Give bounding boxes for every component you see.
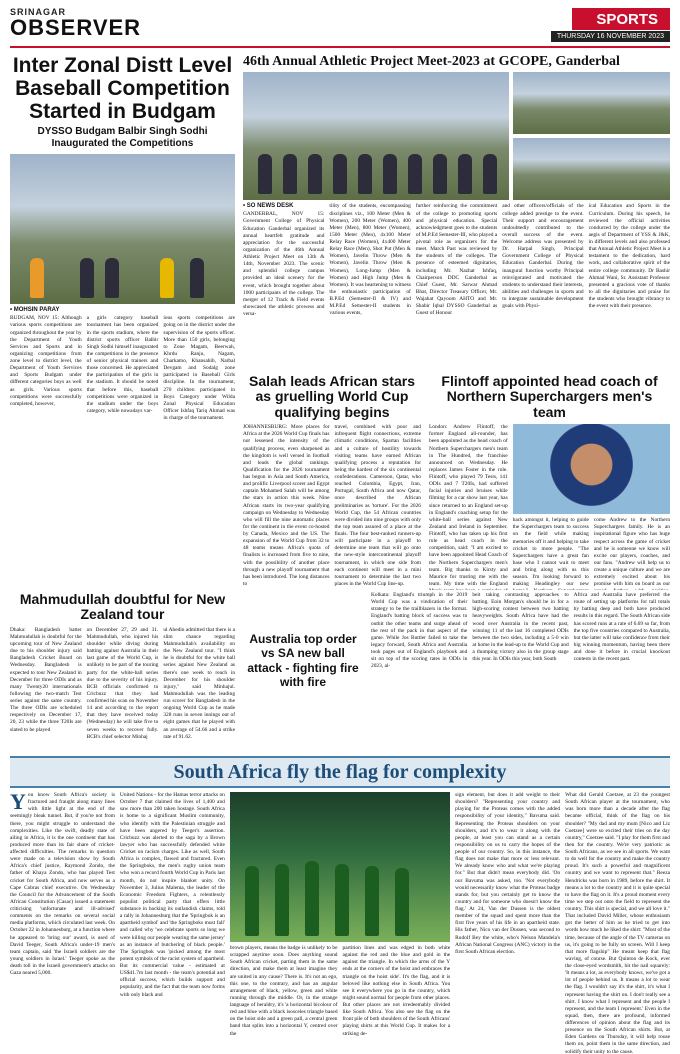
australia-headline-box xyxy=(243,592,363,752)
figure xyxy=(283,154,297,194)
southafrica-body-lower xyxy=(230,945,450,1038)
body-text: ou know South Africa's society is fractured and fraught along many lines with little light at the end of the seemingly bleak tunnel. But, if you're not from there, you might struggle to understand the complexities. Like the swift, deadly state of ailing in Africa, it is the one continent that has produced more than its fair share of cricket-affected difficulties. The remarks in question were made on a television show by South Africa's chief justice, Raymond Zondo, the father of Khaya Zondo, who has played Test cricket for South Africa, and now serves as a Cape Cobras chief executive. On Wednesday the Council for the Advancement of the South African Constitution (Casac) issued a statement criticising 'unfortunate and ill-advised' comments on the remarks on several social media platforms, which circulated last week. On October 22 in Johannesburg, at a function where he appeared to 'bring our' award, is used of David Teeger, South Africa's under-19 men's team captain, said 'the Israeli soldiers are the young soldiers in Israel.' Teeger spoke as the death toll in the Israeli government's attacks on Gaza neared 5,000. xyxy=(10,792,115,977)
southafrica-team-photo xyxy=(230,792,450,942)
body-column: United Nations - for the Hamas terror attacks on October 7 that claimed the lives of 1,400 and saw more than 200 taken hostage. South Africa is home to a significant Muslim community, who identify with the Palestinian struggle and have been angered by Teeger's assertion. Cricbuzz was alerted to the saga by a Brown lawyer who has successfully defended white Cricket on racism charges. Like as well, South Africa is complex, flawed and fractured. Even the Springboks, the men's rugby union team who won a record fourth World Cup in Paris last month, do not inspire blanket unity. On November 3, Julius Malema, the leader of the Economic Freedom Fighters, a relentlessly populist political party that offers little substance in backing its outlandish claims, told a rally in Johannesburg that the 'Springbok is an apartheid symbol' and 'the Springboks must fall' and called why 'we celebrate sports so long we were killing our people wearing the same jersey' as an instance of butchering of black people.' The Springbok was 'picked among the most potent symbols of the racist system of apartheid. But its commercial value - estimated at US$41.7m last month - the team's potential and official success, which builds support and popularity, and the fact that the team now forms with only black and xyxy=(119,792,225,998)
figure xyxy=(160,258,174,298)
figure xyxy=(245,866,259,936)
lower-row xyxy=(10,592,670,752)
middle-row xyxy=(10,374,670,590)
figure xyxy=(408,154,422,194)
brand-logo xyxy=(10,8,141,39)
baseball-kicker: DYSSO Budgam Balbir Singh Sodhi Inaugurated the Competitions xyxy=(37,126,208,150)
brand-big: OBSERVER xyxy=(10,15,142,40)
body-column: on December 27, 29 and 31. Mahmudullah, who injured his shoulder while diving during batting against Australia in their last game of the World Cup, is unlikely to be part of the touring party for the white-ball series due to the severity of his injury. BCB officials confirmed to Cricbuzz that they had confirmed his scan on November 14 and according to the report that they have received today (Wednesday) he will take five to seven weeks to recover fully. BCB's chief selector Minhaj xyxy=(86,626,159,740)
athletic-byline: • SO NEWS DESK xyxy=(243,203,294,210)
body-column: brown players, means the badge is unlikely to be scrapped anytime soon. Does anything sound South African cricket, parting them in the same direction, and make them at least imagine they are united in any cause? There is. It's not an ego, this one, to the contrary, and has an angular arrangement of black, yellow, green and white running through the middle. Or, in the strange language of heraldry, it's 'a horizontal bicolour of red and blue with a black isosceles triangle based on the hoist side and a green pall, a central green band that splits into a horizontal Y, centred over the xyxy=(229,945,338,1037)
southafrica-headline: South Africa fly the flag for complexity xyxy=(173,761,507,783)
body-column: and other officers/officials of the college added prestige to the event. Their support and encouragement undoubtedly contributed to the overall success of the event. Welcome address was presented by Dr. Harpal Singh, Principal Government College of Physical Education Ganderbal. During the inaugural function worthy Principal reinvigorated and motivated the students to understand their interests, abilities and challenges in sports and to integrate sustainable development goals with Physi- xyxy=(502,203,584,310)
body-column: tility of the students, encompassing disciplines viz., 100 Meter (Men & Women), 200 Meter (Women), 400 Meter (Men), 800 Meter (Women), 1500 Meter (Men), 4x100 Meter Relay Race (Women), 4x400 Meter Relay Race (Men), Shot Put (Men & Women), Javelin Throw (Men & Women), Javelin Throw (Men & Women), Long-Jump (Men & Women) and High Jump (Men & Women). It was heartening to witness the enthusiastic participation of B.P.Ed (Semester-II & IV) and M.P.Ed Semester-II students in various events, xyxy=(329,203,411,317)
mahmudullah-body xyxy=(10,627,235,741)
figure xyxy=(308,154,322,194)
athletic-group-photo xyxy=(243,72,509,200)
section-name: SPORTS xyxy=(572,8,670,30)
flintoff-body xyxy=(429,424,670,590)
figure xyxy=(258,154,272,194)
athletic-side-photos xyxy=(513,72,670,200)
body-column: further reinforcing the commitment of the college to promoting sports and physical education. Special acknowledgment goes to the students of M.P.Ed Semester-III, who played a pivotal role as organizers for the meet. March Past was reviewed by the students of the colleges. The presence of esteemed dignitaries, including Mr. Nazhat Ishfaq, Chairperson DDC Ganderbal as Chief Guest, Mr. Sarwar Ahmad Bhat, Director Treasury Officer, Mr. Wajahat Qayoom AHTO and Mr. Shabir Iqbal DYSSO Ganderbal as Guest of Honour xyxy=(415,203,498,317)
mahmudullah-headline: Mahmudullah doubtful for New Zealand tour xyxy=(19,592,226,623)
body-column: ul Abedin admitted that there is a slim chance regarding Mahmudullah's availability on the New Zealand tour. "I think he is doubtful for the white ball series against New Zealand as there's one week to reach in December for his shoulder injury," said Minhajul. Mahmudullah was the leading run scorer for Bangladesh in the ongoing World Cup as he made 328 runs in seven innings out of eight games that he played with an average of 54.66 and a strike rate of 91.62. xyxy=(163,626,235,740)
southafrica-middle xyxy=(230,792,450,1054)
salah-article xyxy=(243,374,421,590)
figure xyxy=(335,864,349,936)
figure xyxy=(358,154,372,194)
body-column: ical Education and Sports in the Curriculum. During his speech, he reviewed the official activities conducted by the college under the aegis of Department of YSS & J&K, in different levels and also professed that Annual Athletic Project Meet is a testament to the dedication, hard work, and collaborative spirit of the entire college community. Dr Bashir Ahmad Wani, Sr. Assistant Professor presented a gracious vote of thanks to all the dignitaries and praise for the students who brought vibrancy to the event with their presence. xyxy=(588,203,670,310)
baseball-headline: Inter Zonal Distt Level Baseball Competition Started in Budgam xyxy=(12,54,233,124)
baseball-photo xyxy=(10,154,235,304)
section-tab xyxy=(551,8,670,42)
figure xyxy=(433,154,447,194)
figure xyxy=(30,258,44,298)
flintoff-photo xyxy=(513,424,670,514)
athletic-headline: 46th Annual Athletic Project Meet-2023 at GCOPE, Ganderbal xyxy=(243,54,620,69)
body-column: ious sports competitions are going on in the district under the supervision of the sports officer. More than 150 girls, belonging to Zone Magam, Beerwah, Khrdu Ranju, Nagam, Charkamo, Khansahib, Narbal Devgam and Sodalg zone participated in Baseball Girls discipline. In the tournament, 270 children participated in Boys Category under Wilda Zonal Physical Education Officer Ishfaq Tariq Ahmad was in charge of the tournament. xyxy=(163,315,236,422)
southafrica-headline-band xyxy=(10,756,670,788)
brand-small: SRINAGAR xyxy=(10,7,67,17)
body-column xyxy=(10,792,115,1054)
body-column: partition lines and was edged in both white against the red and the blue and gold in the against the triangle. In which the arms of the Y ends at the corners of the hoist and embraces the triangle on the hoist side'. It's the flag, and it is beloved like nothing else in South Africa. You see it everywhere you go in the country, which might sound normal for people from other places. But other places are not irredeemably divided like South Africa. You also see the flag on the front pile of both shoulders of the South Africans' playing shirts at this World Cup. It makes for a striking de- xyxy=(342,945,451,1037)
athletic-photos xyxy=(243,72,670,200)
flintoff-body-lower xyxy=(513,517,670,590)
athletic-photo xyxy=(513,138,670,200)
salah-headline: Salah leads African stars as gruelling World Cup qualifying begins xyxy=(248,374,415,420)
figure xyxy=(105,258,119,298)
flintoff-headline: Flintoff appointed head coach of Northern Superchargers men's team xyxy=(441,374,658,420)
figure xyxy=(395,868,409,936)
figure xyxy=(483,154,497,194)
edition-date: THURSDAY 16 NOVEMBER 2023 xyxy=(551,31,670,42)
mahmudullah-article xyxy=(10,592,235,752)
figure xyxy=(190,258,204,298)
figure xyxy=(333,154,347,194)
figure xyxy=(80,258,94,298)
body-text: GANDERBAL, NOV 15: Government College of Physical Education Ganderbal organized its annual heartfelt gratitude and appreciation for the successful organization of the 46th Annual Athletic Project Meet on 13th & 14th, November 2023. The scenic and splendid college campus provided an ideal scenery for the event, which brought together about 1000 participants of the college. The merger of 12 Track & Field events showcased the athletic prowess and versa- xyxy=(243,211,325,318)
figure xyxy=(365,866,379,936)
body-column: Africa and Australia have preferred the route of setting up platforms for tall totals by batting deep and both have produced results in this regard. The South African side has scored runs at a rate of 6.69 so far, from the top five countries compared to Australia, but the latter will take confidence from their big winning momentum, having been there and done it before in crucial knockout contests in the recent past. xyxy=(573,592,670,663)
salah-body xyxy=(243,424,421,588)
body-column: JOHANNESBURG: More places for Africa at the 2026 World Cup finals has not lessened the intensity of the qualifying process, even sharpened as the kingdom is well versed in football and leads the global rankings. Qualification for the 2026 tournament has begun in Asia and South America, and prolific Liverpool scorer and Egypt captain Mohamed Salah will be among the stars in action this week. Nine African starts its two-year qualifying campaign on Wednesday to Wednesday who will fill the nine automatic places for the continent in the event co-hosted by Canada, Mexico and the US. The expansion of the World Cup from 32 to 48 teams means Africa's quota of finalists is increased from five to nine, with the possibility of another place through a new playoff tournament that has been introduced. The long distances to xyxy=(243,424,330,587)
figure xyxy=(275,864,289,936)
southafrica-body xyxy=(10,792,670,1054)
kolkata-body xyxy=(371,592,670,670)
masthead xyxy=(10,8,670,48)
flintoff-right xyxy=(513,424,670,590)
baseball-byline: • MOHSIN PARAY xyxy=(10,307,60,314)
body-column: come Andrew to the Northern Superchargers family. He is an inspirational figure who has huge respect across the game of cricket and he is someone we know will excite our players, coaches, and our fans. "Andrew will help us to create a unique culture and we are extremely excited about his promise with him on board as our xyxy=(593,517,670,588)
figure xyxy=(383,154,397,194)
athletic-article xyxy=(243,54,670,372)
kolkata-article xyxy=(371,592,670,752)
body-column: What did Gerald Coetzee, at 23 the youngest South African player at the tournament, who was born more than a decade after the flag became official, think of the flag on his shoulder? "My dad and my mum [Nico and Liz Coetzee] were so excited their tries on the day country," Coetzee said. "I play for them first and then for the country. We're very patriotic as South Africans, as we see in all sports. We want to do well for the country and make the country proud. It's such a powerful and magnificent country and we want to represent that." Reeza Hendricks was born in 1989, before the shirt. It means a lot to the country and it is quite special to have the flag on it. It's a proud moment every time we step out onto the field to represent the country. This shirt is special, and we all love it." That included David Miller, whose enthusiasm got the better of him as he tried to get into words how much he liked the shirt: "Most of the time, because of the angle of the TV cameras on us, it's going to be fully on screen. Will I keep that more flagship" He meant keep that flag waving, of course. But Quinton de Kock, ever the close-eyed wordsmith, hit the nail squarely: 'It means a lot, as everybody knows, we've got a lot of people behind us. It means a lot to wear the flag. I wouldn't say it's the shirt, it's what I represent having the shirt on. I don't really see a shirt. I know what I represent and the people I represent, and the team I represent.' Even in the squad, then, there are profound, informed differences of opinion about the flag and its presence on the South African shirts. But, at Eden Gardens on Thursday, it will help rouse them on, point them in the same direction, and solidify their unity to the cause. xyxy=(565,792,670,1054)
athletic-photo xyxy=(513,72,670,134)
body-column: Dhaka: Bangladesh batter Mahmudullah is doubtful for the upcoming tour of New Zealand due to his shoulder injury said Bangladesh Cricket Board on Wednesday. Bangladesh is expected to tour New Zealand in December for three ODIs and as many Twenty20 internationals following the two-match Test series against the same country. The three ODIs are scheduled respectively on December 17, 20, 23 while the three T20Is are slated to be played xyxy=(10,626,82,733)
left-spacer xyxy=(10,374,235,590)
flintoff-article xyxy=(429,374,670,590)
body-column: back amongst it, helping to guide the Superchargers team to success on the field while making memories off it and helping to take cricket to more people. "The Superchargers have a great fan base who I cannot wait to meet and bring along with us this season. I'm looking forward to making Headingley our new xyxy=(512,517,589,588)
body-column xyxy=(243,203,324,318)
body-column: Kolkata: England's triumph in the 2019 World Cup was a vindication of their strategy to be the trailblazers in the format. England's batting block of success was to outhit the other teams and surge ahead of the rest of the pack in that aspect of the game. While Jos Buttler failed to take the legacy forward, South Africa and Australia took pages out of England's playbook and sit on top of the scoring rates in ODIs in 2023, al- xyxy=(371,592,468,670)
dropcap: Y xyxy=(10,792,26,814)
figure xyxy=(305,861,319,936)
body-column: beit taking contrasting approaches to batting. Eoin Morgan's should be in for a high-scoring contest between two batting heavyweights. South Africa have had the wood over Australia in the recent past, winning 11 of the last 16 completed ODIs between the two sides, including a 5-0 win at home in the lead-up to the World Cup and a thumping victory also in the group stage this year. In ODIs this year, both South xyxy=(472,592,569,663)
australia-headline: Australia top order vs SA new ball attack - fighting fire with fire xyxy=(247,632,359,690)
figure xyxy=(458,154,472,194)
body-column: sign element, but does it add weight to their shoulders? "Representing your country and playing for the Proteas comes with the added responsibility of your identity," Bavuma said. Representing the Proteas shoulders on your shoulders, and it's to wear it along with the people, at least you can stand as a certain responsibility on us to carry the hopes of the people of our country. So, in this instance, the flag does not make that more or less relevant. We already know who and what we're playing for." But that didn't mean everybody did. 'On our Bavuma was asked, too. 'Not everybody would necessarily know what the Proteas badge stands for, but you certainly get to know the country and for someone who doesn't know the flag.' At 24, Van der Dussen is the oldest member of the squad and spent more than the first five years of his life in an apartheid state. His father, Nico van der Dussen, was second to Rudolf Bey the white, who's Nelson Mandela's African National Congress (ANC) victory in the first South African election. xyxy=(455,792,561,955)
body-column: travel, combined with poor and infrequent flight connections, extreme climatic conditions, Spartan facilities and a culture of hostility towards visiting teams have earned African qualifying process a reputation for being the hardest of the six continental confederations. Cameroon, Qatar, who reached Colombia, Egypt, Iran, Portugal, South Africa and now Qatar, once described the African preliminaries as 'torture'. For the 2026 World Cup, the 54 African countries were divided into nine groups with only the top team assured of a place at the finals. The four best-ranked runners-up will participate in a playoff to determine one team that will go onto the new-style intercontinental playoff tournament, in which one side from each continent will meet in a mini tournament to determine the last two places in the World Cup line-up. xyxy=(334,424,421,587)
athletic-body xyxy=(243,203,670,318)
baseball-article xyxy=(10,54,236,422)
body-column: BUDGAM, NOV 15: Although various sports competitions are organized throughout the year by the Department of Youth Services and Sports and in organizing competitions from zone level to district level, the Department of Youth Services and Sports Budgam under different categories boys as well as girls. Various sports competitions were successfully completed, however, xyxy=(10,315,82,407)
body-column: a girls category baseball tournament has been organized in the sports stadium, where the district sports officer Balbir Singh Sodhi himself inaugurated the competitions in the presence of senior physical trainers and those concerned. He appreciated the participation of the girls in the stadium. It should be noted that before this, baseball competitions were organized in the stadium under the boys category, while nowadays var- xyxy=(86,315,159,414)
body-column: London: Andrew Flintoff, the former England all-rounder, has been appointed as the head coach of Northern Superchargers men's team in The Hundred, the franchise announced on Wednesday. He replaces James Foster in the role. Flintoff, who played 79 Tests, 141 ODIs and 7 T20Is, had suffered facial injuries and bruises while filming for a car show last year, has since returned to an England set-up in England's coaching setup for the white-ball series against New Zealand and Ireland in September. Flintoff, who has taken up his first role as head coach in the competition, said: "I am excited to have been appointed Head Coach of the Northern Superchargers men's team. Big thanks to Kirsty and Maurice for trusting me with the team. My time with the England xyxy=(429,424,508,587)
